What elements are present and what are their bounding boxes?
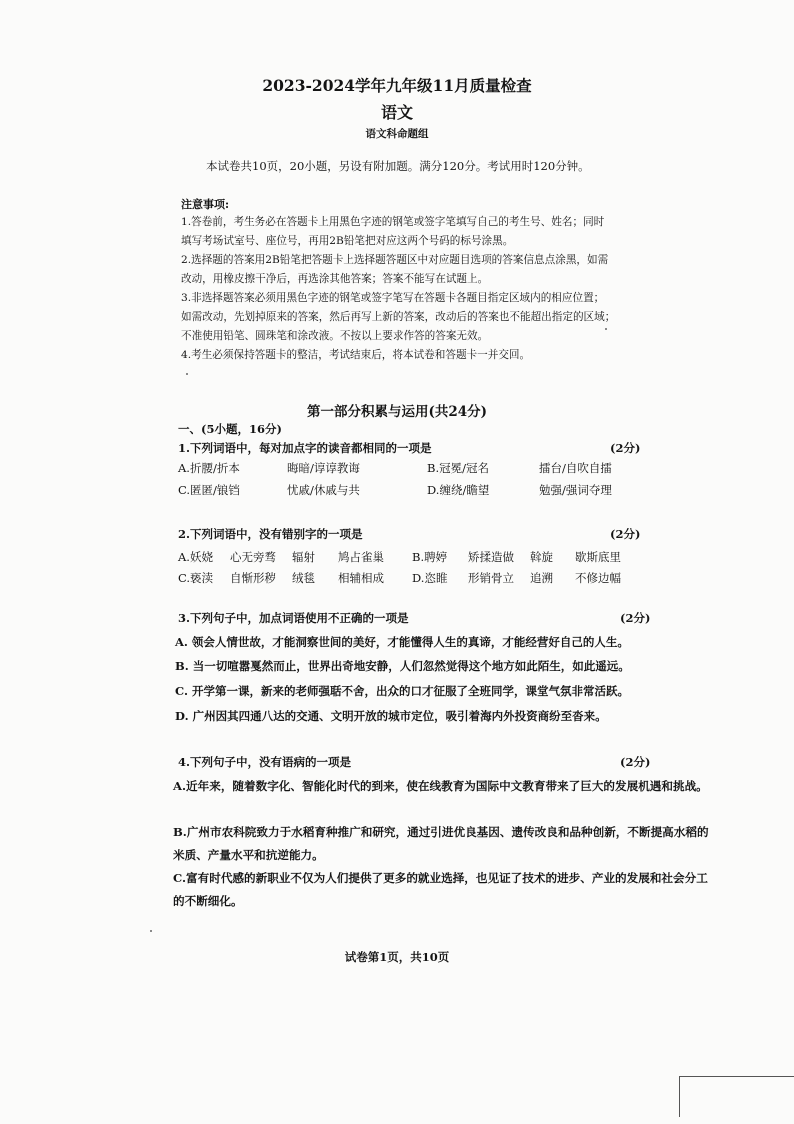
exam-title: 2023-2024学年九年级11月质量检查	[262, 76, 532, 95]
notice-line: 不准使用铅笔、圆珠笔和涂改液。不按以上要求作答的答案无效。	[181, 330, 489, 342]
notice-line: 2.选择题的答案用2B铅笔把答题卡上选择题答题区中对应题目选项的答案信息点涂黑，如需	[181, 254, 609, 266]
q2-option-d: D.恣睢	[412, 571, 448, 585]
notice-line: 如需改动，先划掉原来的答案，然后再写上新的答案，改动后的答案也不能超出指定的区域；	[181, 311, 616, 323]
setter-label: 语文科命题组	[365, 128, 429, 140]
q2-option-word: 自惭形秽	[230, 571, 276, 585]
q3-sentence-b: B. 当一切喧嚣戛然而止，世界出奇地安静，人们忽然觉得这个地方如此陌生，如此遥远。	[175, 659, 630, 673]
subject-title: 语文	[380, 103, 413, 122]
notice-line: 3.非选择题答案必须用黑色字迹的钢笔或签字笔写在答题卡各题目指定区域内的相应位置；	[181, 292, 605, 304]
question-1-points: (2分)	[610, 441, 641, 455]
q4-option-c: C.富有时代感的新职业不仅为人们提供了更多的就业选择，也见证了技术的进步、产业的发展和社会分工的不断细化。	[173, 871, 708, 908]
q1-option-b-pair: 擂台/自吹自擂	[539, 461, 612, 475]
q2-option-word: 辐射	[292, 550, 315, 564]
q1-option-d: D.缠绕/瞻望	[427, 483, 490, 497]
q4-option-b: B.广州市农科院致力于水稻育种推广和研究，通过引进优良基因、遗传改良和品种创新，不断提高水稻的米质、产量水平和抗逆能力。	[173, 825, 709, 862]
notice-heading: 注意事项:	[181, 198, 230, 211]
section-group: 一、(5小题，16分)	[178, 422, 282, 436]
question-1-stem: 1.下列词语中，每对加点字的读音都相同的一项是	[178, 441, 432, 455]
q3-sentence-a: A. 领会人情世故，才能洞察世间的美好，才能懂得人生的真谛，才能经营好自己的人生。	[175, 635, 629, 649]
q2-option-word: 心无旁骛	[230, 550, 276, 564]
q2-option-word: 相辅相成	[338, 571, 384, 585]
notice-line: 1.答卷前，考生务必在答题卡上用黑色字迹的钢笔或签字笔填写自己的考生号、姓名；同时	[181, 216, 605, 228]
notice-line: 改动，用橡皮擦干净后，再选涂其他答案；答案不能写在试题上。	[181, 273, 489, 285]
q1-option-a: A.折腰/折本	[178, 461, 240, 475]
q1-option-a-pair: 晦暗/谆谆教诲	[287, 461, 360, 475]
scan-speck	[150, 930, 152, 932]
q1-option-b: B.冠冕/冠名	[427, 461, 489, 475]
section-title: 第一部分积累与运用(共24分)	[306, 404, 488, 420]
q1-option-c: C.匿匿/锒铛	[178, 483, 240, 497]
q2-option-word: 不修边幅	[575, 571, 621, 585]
question-4-stem: 4.下列句子中，没有语病的一项是	[178, 755, 352, 769]
question-2-stem: 2.下列词语中，没有错别字的一项是	[178, 527, 363, 541]
q2-option-word: 矫揉造做	[468, 550, 514, 564]
scan-corner-mark	[679, 1076, 794, 1117]
q2-option-word: 形销骨立	[468, 571, 514, 585]
notice-line: 填写考场试室号、座位号，再用2B铅笔把对应这两个号码的标号涂黑。	[181, 235, 514, 247]
q2-option-c: C.亵渎	[178, 571, 214, 585]
q4-option-a: A.近年来，随着数字化、智能化时代的到来，使在线教育为国际中文教育带来了巨大的发展机遇和挑战。	[173, 779, 708, 793]
q3-sentence-c: C. 开学第一课，新来的老师强聒不舍，出众的口才征服了全班同学，课堂气氛非常活跃。	[175, 684, 629, 698]
question-3-points: (2分)	[620, 611, 651, 625]
q2-option-word: 歇斯底里	[575, 550, 621, 564]
scan-speck	[186, 373, 188, 375]
q2-option-word: 斡旋	[530, 550, 553, 564]
question-2-points: (2分)	[610, 527, 641, 541]
q1-option-d-pair: 勉强/强词夺理	[539, 483, 612, 497]
question-3-stem: 3.下列句子中，加点词语使用不正确的一项是	[178, 611, 409, 625]
question-4-points: (2分)	[620, 755, 651, 769]
q2-option-a: A.妖娆	[178, 550, 213, 564]
q1-option-c-pair: 忧戚/休戚与共	[287, 483, 360, 497]
q2-option-word: 绒毯	[292, 571, 315, 585]
exam-intro: 本试卷共10页，20小题，另设有附加题。满分120分。考试用时120分钟。	[206, 159, 590, 173]
notice-line: 4.考生必须保持答题卡的整洁，考试结束后，将本试卷和答题卡一并交回。	[181, 349, 531, 361]
scan-speck	[605, 328, 607, 330]
q2-option-word: 鸠占雀巢	[338, 550, 384, 564]
q3-sentence-d: D. 广州因其四通八达的交通、文明开放的城市定位，吸引着海内外投资商纷至沓来。	[175, 709, 607, 723]
q2-option-word: 追溯	[530, 571, 553, 585]
q2-option-b: B.聘婷	[412, 550, 448, 564]
page-footer: 试卷第1页，共10页	[344, 950, 450, 964]
